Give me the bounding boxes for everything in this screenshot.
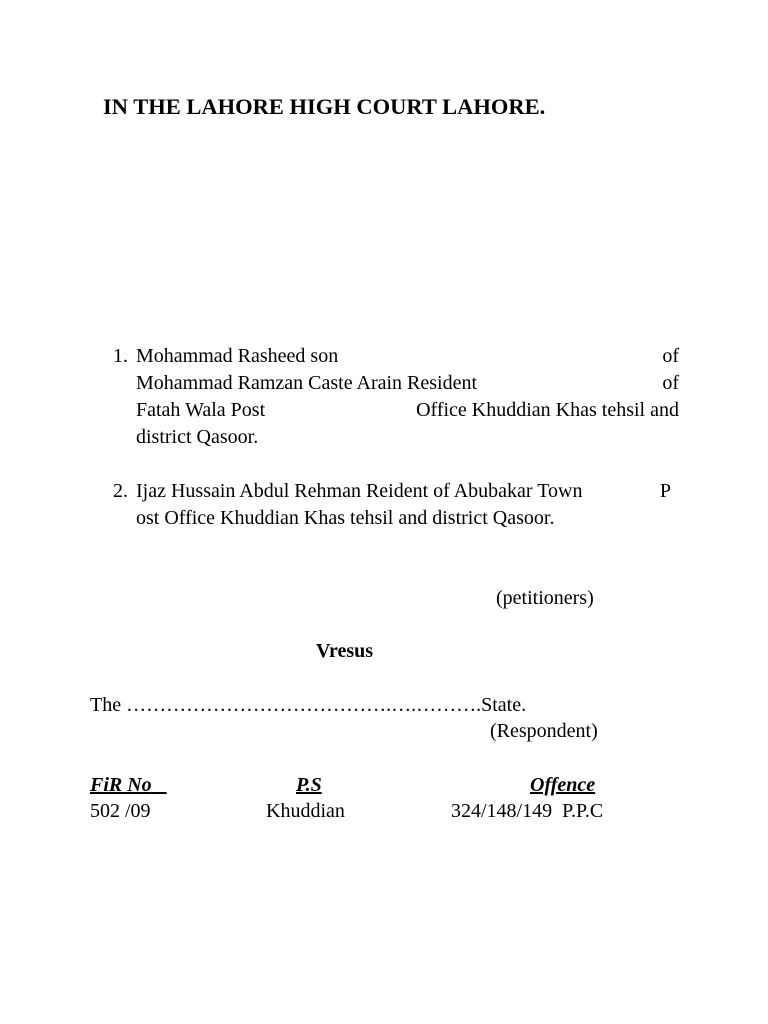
petitioners-label: (petitioners) bbox=[496, 587, 594, 609]
list-line: district Qasoor. bbox=[136, 426, 259, 448]
line-text: Mohammad Rasheed son bbox=[136, 345, 339, 367]
table-cell-fir: 502 /09 bbox=[90, 800, 151, 822]
list-number: 2. bbox=[113, 480, 128, 502]
line-text: Mohammad Ramzan Caste Arain Resident bbox=[136, 372, 478, 394]
line-text: Office Khuddian Khas tehsil and bbox=[416, 399, 679, 421]
list-line: ost Office Khuddian Khas tehsil and district Qasoor. bbox=[136, 507, 555, 529]
table-cell-ps: Khuddian bbox=[266, 800, 345, 822]
court-title: IN THE LAHORE HIGH COURT LAHORE. bbox=[103, 94, 546, 119]
table-cell-offence: 324/148/149 P.P.C bbox=[451, 800, 604, 822]
header-text: FiR No bbox=[90, 774, 152, 796]
table-header-fir bbox=[90, 772, 167, 799]
header-underline-fill bbox=[152, 774, 167, 796]
list-line bbox=[136, 370, 679, 397]
table-header-offence: Offence bbox=[530, 774, 596, 796]
versus-heading: Vresus bbox=[316, 640, 374, 662]
list-line bbox=[136, 478, 671, 505]
line-text: of bbox=[662, 345, 679, 367]
list-line bbox=[136, 397, 679, 424]
line-text: Ijaz Hussain Abdul Rehman Reident of Abubakar Town bbox=[136, 480, 583, 502]
line-text: Fatah Wala Post bbox=[136, 399, 266, 421]
respondent-line: The ………………………………….….……….State. bbox=[90, 694, 527, 716]
respondent-label: (Respondent) bbox=[490, 720, 598, 742]
line-text: of bbox=[662, 372, 679, 394]
table-header-ps: P.S bbox=[296, 774, 322, 796]
line-text: P bbox=[659, 480, 671, 502]
list-number: 1. bbox=[113, 345, 128, 367]
list-line bbox=[136, 343, 679, 370]
